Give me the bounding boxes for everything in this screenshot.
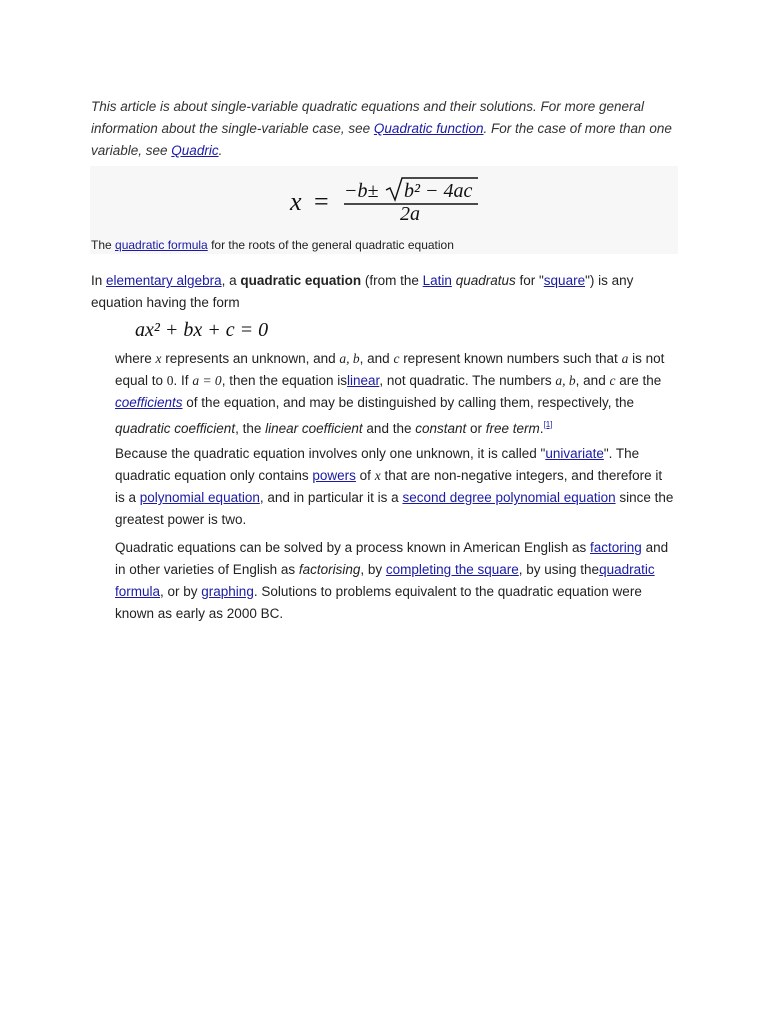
math-a: a <box>621 351 629 366</box>
para2-text: Because the quadratic equation involves only one unknown, it is called " <box>115 446 546 461</box>
term-quadratic-coefficient: quadratic coefficient <box>115 421 236 436</box>
standard-form-image <box>133 313 273 345</box>
para1-text: or <box>466 421 486 436</box>
para1-text: , the <box>235 421 266 436</box>
math-x: x <box>374 468 381 483</box>
para1-text: and the <box>362 421 416 436</box>
caption-text: The <box>91 238 116 252</box>
formula-equals: = <box>314 187 329 216</box>
para1-text: where <box>115 351 156 366</box>
term-factorising: factorising <box>298 562 361 577</box>
math-a-b: a, b <box>339 351 360 366</box>
link-powers[interactable]: powers <box>312 468 356 483</box>
para1-text: . If <box>173 373 193 388</box>
intro-text: In <box>91 273 107 288</box>
para2-text: ". The quadratic equation only contains <box>115 446 640 483</box>
para1-text: , not quadratic. The numbers <box>379 373 556 388</box>
hatnote <box>91 96 681 162</box>
formula-denominator: 2a <box>400 203 420 225</box>
para1-text: , and <box>359 351 394 366</box>
figure-caption <box>91 236 454 254</box>
formula-x: x <box>290 187 302 216</box>
intro-text: (from the <box>361 273 423 288</box>
link-graphing[interactable]: graphing <box>201 584 254 599</box>
para1-text: represent known numbers such that <box>399 351 622 366</box>
link-polynomial-equation[interactable]: polynomial equation <box>139 490 260 505</box>
math-c-2: c <box>609 373 616 388</box>
intro-text: ") is any equation having the form <box>91 273 634 310</box>
para2-text: since the greatest power is two. <box>115 490 674 527</box>
para3-text: and in other varieties of English as <box>115 540 669 577</box>
link-linear[interactable]: linear <box>347 373 380 388</box>
para1-text: of the equation, and may be distinguished by calling them, respectively, the <box>182 395 635 410</box>
math-c: c <box>393 351 400 366</box>
definition-paragraph <box>115 348 675 440</box>
link-factoring[interactable]: factoring <box>590 540 642 555</box>
intro-text: , a <box>221 273 241 288</box>
term-quadratic-equation: quadratic equation <box>240 273 362 288</box>
para3-text: , by using the <box>518 562 600 577</box>
link-coefficients[interactable]: coefficients <box>115 395 183 410</box>
citation-link[interactable]: [1] <box>543 420 553 429</box>
para1-text: is not equal to <box>115 351 665 388</box>
math-x: x <box>155 351 162 366</box>
term-constant: constant <box>415 421 467 436</box>
para2-text: , and in particular it is a <box>259 490 403 505</box>
link-completing-the-square[interactable]: completing the square <box>385 562 519 577</box>
para3-text: Quadratic equations can be solved by a process known in American English as <box>115 540 591 555</box>
para1-text: are the <box>615 373 662 388</box>
solving-paragraph <box>115 537 675 625</box>
intro-paragraph <box>91 270 686 314</box>
link-second-degree-polynomial-equation[interactable]: second degree polynomial equation <box>402 490 616 505</box>
caption-text-2: for the roots of the general quadratic equation <box>207 238 454 252</box>
link-quadratic-formula-2[interactable]: quadratic formula <box>115 562 655 599</box>
para1-text: , then the equation is <box>221 373 348 388</box>
formula-radicand: b² − 4ac <box>404 180 473 202</box>
link-quadratic-function[interactable]: Quadratic function <box>373 121 484 136</box>
hatnote-text: This article is about single-variable quadratic equations and their solutions. For more general information about the single-variable case, see <box>91 99 645 136</box>
link-quadric[interactable]: Quadric <box>171 143 219 158</box>
link-latin[interactable]: Latin <box>422 273 452 288</box>
para3-text: . Solutions to problems equivalent to the quadratic equation were known as early as 2000 BC. <box>115 584 642 621</box>
formula-numerator-left: −b± <box>344 180 379 202</box>
hatnote-text-3: . <box>218 143 223 158</box>
para3-text: , by <box>360 562 386 577</box>
para1-text: . <box>539 421 544 436</box>
term-quadratus: quadratus <box>455 273 516 288</box>
para2-text: that are non-negative integers, and therefore it is a <box>115 468 663 505</box>
univariate-paragraph <box>115 443 675 531</box>
math-a-b-2: a, b <box>555 373 576 388</box>
para3-text: , or by <box>160 584 202 599</box>
math-zero: 0 <box>166 373 174 388</box>
link-univariate[interactable]: univariate <box>545 446 604 461</box>
math-a-equals-zero: a = 0 <box>192 373 222 388</box>
term-linear-coefficient: linear coefficient <box>265 421 363 436</box>
intro-text: for " <box>515 273 544 288</box>
standard-form-equation <box>133 313 273 345</box>
standard-form-text: ax² + bx + c = 0 <box>135 319 269 341</box>
hatnote-text-2: . For the case of more than one variable, see <box>91 121 672 158</box>
para1-text: , and <box>575 373 610 388</box>
link-elementary-algebra[interactable]: elementary algebra <box>106 273 222 288</box>
term-free-term: free term <box>485 421 540 436</box>
link-quadratic-formula[interactable]: quadratic formula <box>115 238 208 252</box>
para2-text: of <box>355 468 375 483</box>
link-square[interactable]: square <box>543 273 586 288</box>
para1-text: represents an unknown, and <box>161 351 340 366</box>
